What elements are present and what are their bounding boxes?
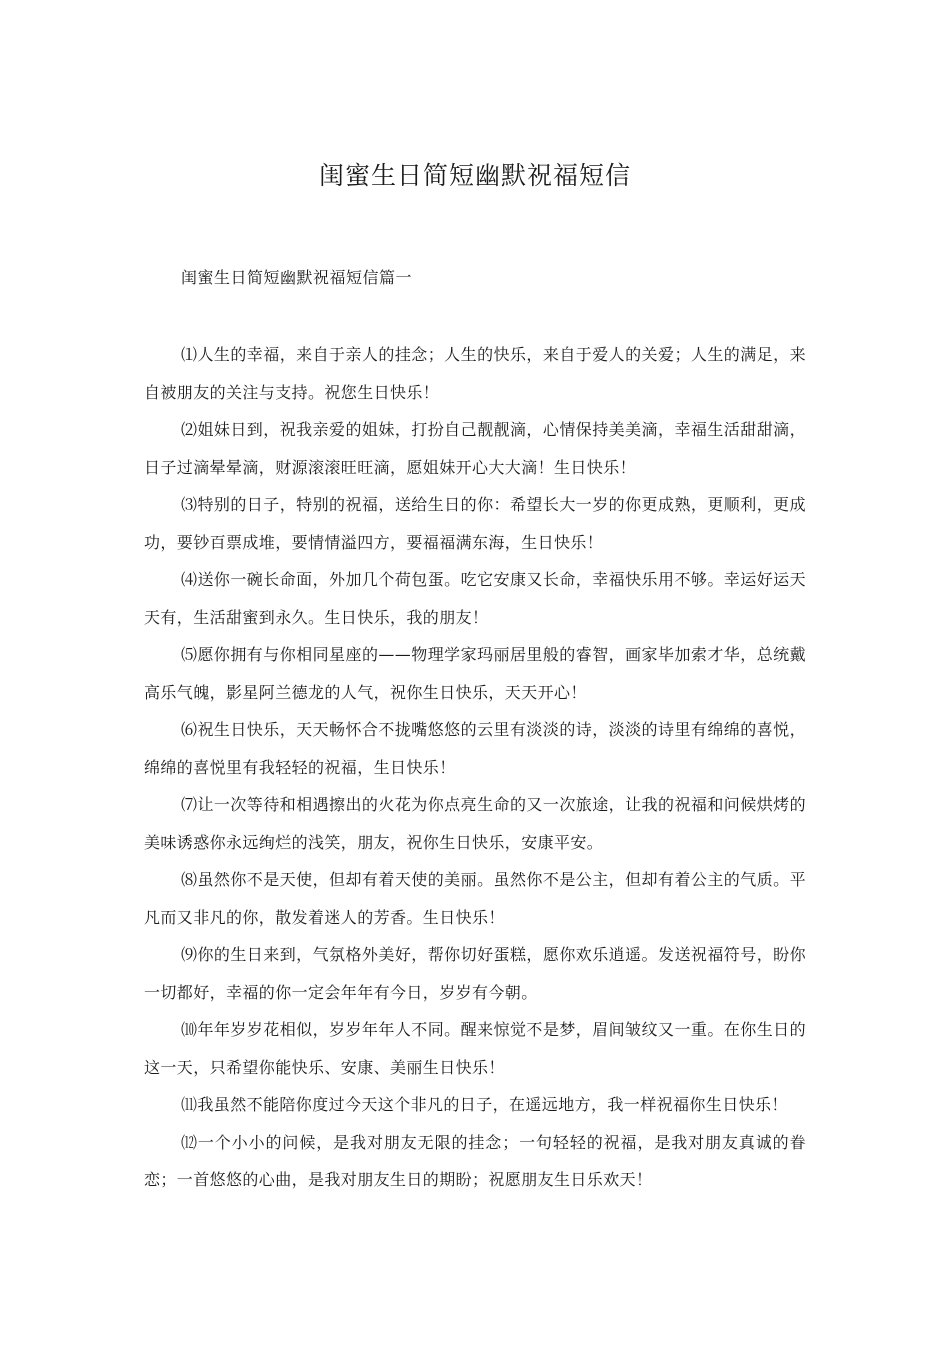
paragraph: ⑶特别的日子，特别的祝福，送给生日的你：希望长大一岁的你更成熟，更顺利，更成功，要钞百票成堆，要情情溢四方，要福福满东海，生日快乐！ xyxy=(144,495,806,552)
paragraph: ⑻虽然你不是天使，但却有着天使的美丽。虽然你不是公主，但却有着公主的气质。平凡而又非凡的你，散发着迷人的芳香。生日快乐！ xyxy=(144,870,806,927)
paragraph: ⑹祝生日快乐，天天畅怀合不拢嘴悠悠的云里有淡淡的诗，淡淡的诗里有绵绵的喜悦，绵绵的喜悦里有我轻轻的祝福，生日快乐！ xyxy=(144,720,806,777)
paragraph: ⑺让一次等待和相遇擦出的火花为你点亮生命的又一次旅途，让我的祝福和问候烘烤的美味诱惑你永远绚烂的浅笑，朋友，祝你生日快乐，安康平安。 xyxy=(144,795,806,852)
document-title: 闺蜜生日简短幽默祝福短信 xyxy=(318,161,631,190)
section-heading: 闺蜜生日简短幽默祝福短信篇一 xyxy=(181,268,413,287)
paragraph: ⑵姐妹日到，祝我亲爱的姐妹，打扮自己靓靓滴，心情保持美美滴，幸福生活甜甜滴，日子过滴晕晕滴，财源滚滚旺旺滴，愿姐妹开心大大滴！生日快乐！ xyxy=(144,420,806,477)
paragraph: ⑸愿你拥有与你相同星座的——物理学家玛丽居里般的睿智，画家毕加索才华，总统戴高乐气魄，影星阿兰德龙的人气，祝你生日快乐，天天开心！ xyxy=(144,645,806,702)
paragraph: ⑷送你一碗长命面，外加几个荷包蛋。吃它安康又长命，幸福快乐用不够。幸运好运天天有，生活甜蜜到永久。生日快乐，我的朋友！ xyxy=(144,570,806,627)
paragraph: ⑼你的生日来到，气氛格外美好，帮你切好蛋糕，愿你欢乐逍遥。发送祝福符号，盼你一切都好，幸福的你一定会年年有今日，岁岁有今朝。 xyxy=(144,945,806,1002)
document-body xyxy=(144,336,806,1199)
paragraph: ⑿一个小小的问候，是我对朋友无限的挂念；一句轻轻的祝福，是我对朋友真诚的眷恋；一首悠悠的心曲，是我对朋友生日的期盼；祝愿朋友生日乐欢天！ xyxy=(144,1132,806,1189)
paragraph: ⑴人生的幸福，来自于亲人的挂念；人生的快乐，来自于爱人的关爱；人生的满足，来自被朋友的关注与支持。祝您生日快乐！ xyxy=(144,345,806,402)
paragraph: ⑽年年岁岁花相似，岁岁年年人不同。醒来惊觉不是梦，眉间皱纹又一重。在你生日的这一天，只希望你能快乐、安康、美丽生日快乐！ xyxy=(144,1020,806,1077)
paragraph: ⑾我虽然不能陪你度过今天这个非凡的日子，在遥远地方，我一样祝福你生日快乐！ xyxy=(181,1095,788,1114)
